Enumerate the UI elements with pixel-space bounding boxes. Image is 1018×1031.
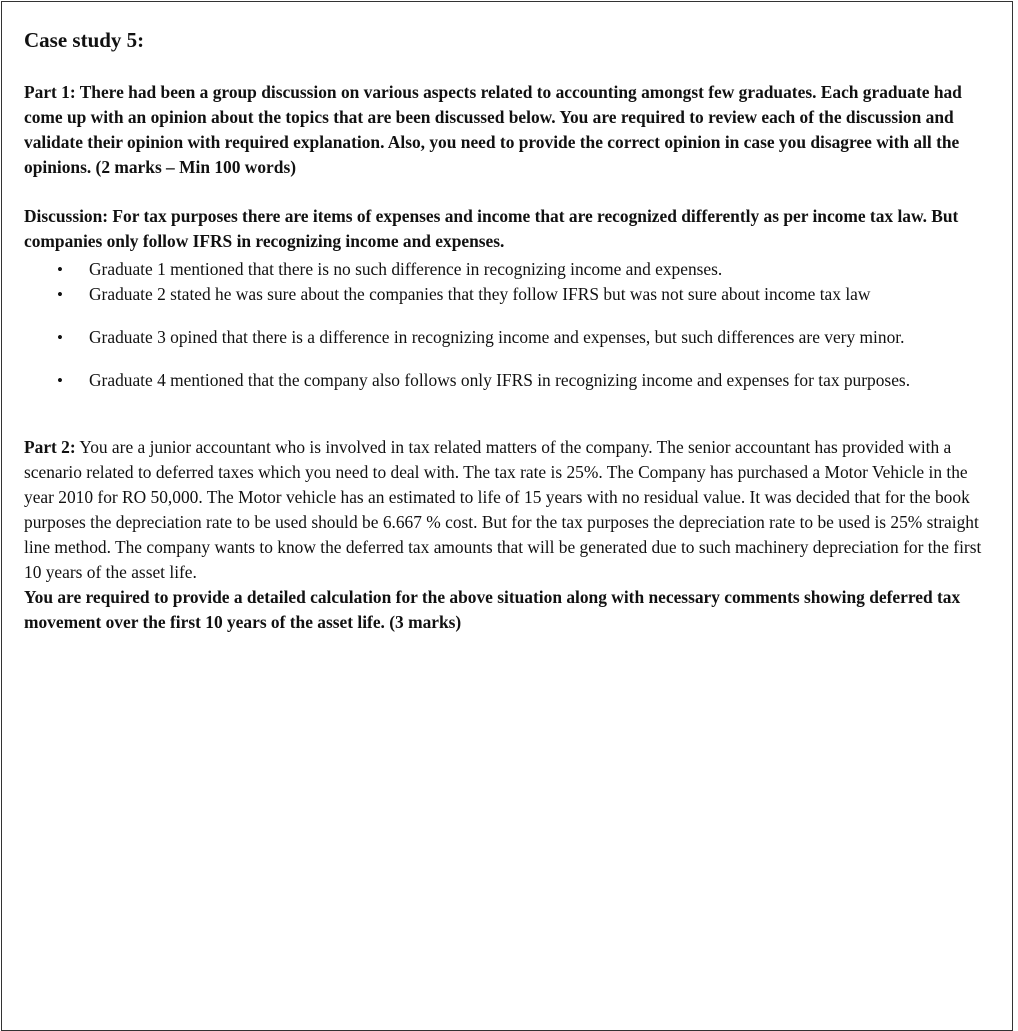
bullet-icon: • <box>57 285 63 304</box>
part1-paragraph: Part 1: There had been a group discussion on various aspects related to accounting amongst few graduates. Each graduate had come up with an opinion about the topics that are been discussed below. You are required to review each of the discussion and validate their opinion with required explanation. Also, you need to provide the correct opinion in case you disagree with all the opinions. (2 marks – Min 100 words) <box>24 82 962 177</box>
graduate-1-opinion: Graduate 1 mentioned that there is no such difference in recognizing income and expenses. <box>89 259 723 279</box>
bullet-icon: • <box>57 260 63 279</box>
graduate-3-opinion: Graduate 3 opined that there is a difference in recognizing income and expenses, but such differences are very minor. <box>89 327 905 347</box>
case-study-title: Case study 5: <box>24 28 145 52</box>
part2-requirement: You are required to provide a detailed calculation for the above situation along with necessary comments showing deferred tax movement over the first 10 years of the asset life. (3 marks) <box>24 587 961 632</box>
part2-paragraph <box>24 435 992 585</box>
list-item <box>24 325 992 350</box>
list-item <box>24 257 992 282</box>
part2-label: Part 2: <box>24 437 76 457</box>
part2-scenario-text: You are a junior accountant who is involved in tax related matters of the company. The senior accountant has provided with a scenario related to deferred taxes which you need to deal with. The tax rate is 25%. The Company has purchased a Motor Vehicle in the year 2010 for RO 50,000. The Motor vehicle has an estimated to life of 15 years with no residual value. It was decided that for the book purposes the depreciation rate to be used should be 6.667 % cost. But for the tax purposes the depreciation rate to be used is 25% straight line method. The company wants to know the deferred tax amounts that will be generated due to such machinery depreciation for the first 10 years of the asset life. <box>24 437 982 582</box>
document-page <box>1 1 1013 1031</box>
bullet-icon: • <box>57 371 63 390</box>
bullet-icon: • <box>57 328 63 347</box>
list-item <box>24 368 992 393</box>
document-content <box>24 26 992 635</box>
graduate-4-opinion: Graduate 4 mentioned that the company also follows only IFRS in recognizing income and expenses for tax purposes. <box>89 370 911 390</box>
discussion-paragraph: Discussion: For tax purposes there are items of expenses and income that are recognized differently as per income tax law. But companies only follow IFRS in recognizing income and expenses. <box>24 206 959 251</box>
graduate-2-opinion: Graduate 2 stated he was sure about the companies that they follow IFRS but was not sure about income tax law <box>89 284 871 304</box>
list-item <box>24 282 992 307</box>
graduate-opinions-list <box>24 257 992 393</box>
